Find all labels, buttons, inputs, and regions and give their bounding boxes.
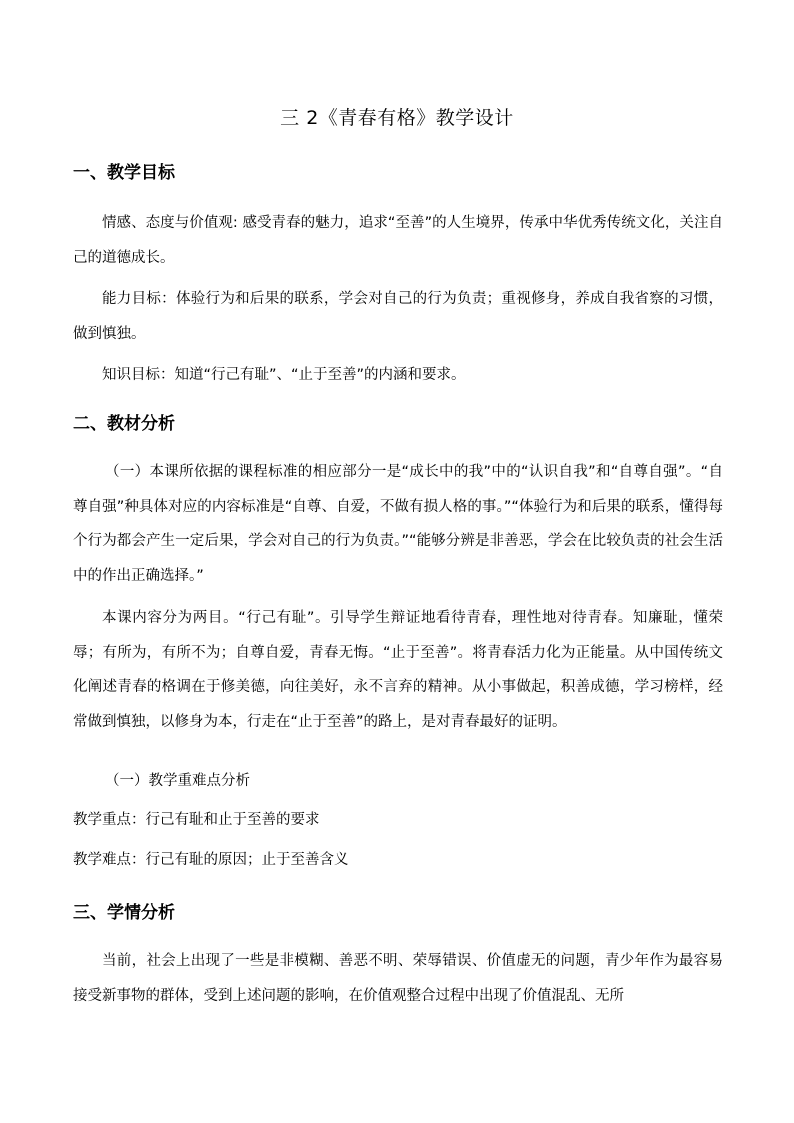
teaching-key-point: 教学重点：行己有耻和止于至善的要求: [73, 812, 320, 828]
paragraph-student-situation: 当前，社会上出现了一些是非模糊、善恶不明、荣辱错误、价值虚无的问题，青少年作为最容易接受新事物的群体，受到上述问题的影响，在价值观整合过程中出现了价值混乱、无所: [73, 953, 723, 1004]
subheading-key-difficult-points: （一）教学重难点分析: [105, 773, 250, 789]
section-heading-student-analysis: 三、学情分析: [73, 903, 175, 923]
section-heading-material-analysis: 二、教材分析: [73, 414, 175, 434]
paragraph-curriculum-standard: （一）本课所依据的课程标准的相应部分一是“成长中的我”中的“认识自我”和“自尊自强”。“自尊自强”种具体对应的内容标准是“自尊、自爱，不做有损人格的事。”“体验行为和后果的联系，懂得每个行为都会产生一定后果，学会对自己的行为负责。”“能够分辨是非善恶，学会在比较负责的社会生活中的作出正确选择。”: [73, 464, 723, 584]
section-heading-teaching-goals: 一、教学目标: [73, 163, 175, 183]
teaching-difficult-point: 教学难点：行己有耻的原因；止于至善含义: [73, 852, 349, 868]
paragraph-content-overview: 本课内容分为两目。“行己有耻”。引导学生辩证地看待青春，理性地对待青春。知廉耻，懂荣辱；有所为，有所不为；自尊自爱，青春无悔。“止于至善”。将青春活力化为正能量。从中国传统文化阐述青春的格调在于修美德，向往美好，永不言弃的精神。从小事做起，积善成德，学习榜样，经常做到慎独，以修身为本，行走在“止于至善”的路上，是对青春最好的证明。: [73, 610, 723, 730]
paragraph-ability-goal: 能力目标：体验行为和后果的联系，学会对自己的行为负责；重视修身，养成自我省察的习惯，做到慎独。: [73, 291, 723, 342]
paragraph-emotion-goal: 情感、态度与价值观: 感受青春的魅力，追求“至善”的人生境界，传承中华优秀传统文化，关注自己的道德成长。: [73, 215, 723, 266]
document-title: 三 2《青春有格》教学设计: [280, 107, 514, 129]
paragraph-knowledge-goal: 知识目标：知道“行己有耻”、“止于至善”的内涵和要求。: [102, 367, 466, 383]
